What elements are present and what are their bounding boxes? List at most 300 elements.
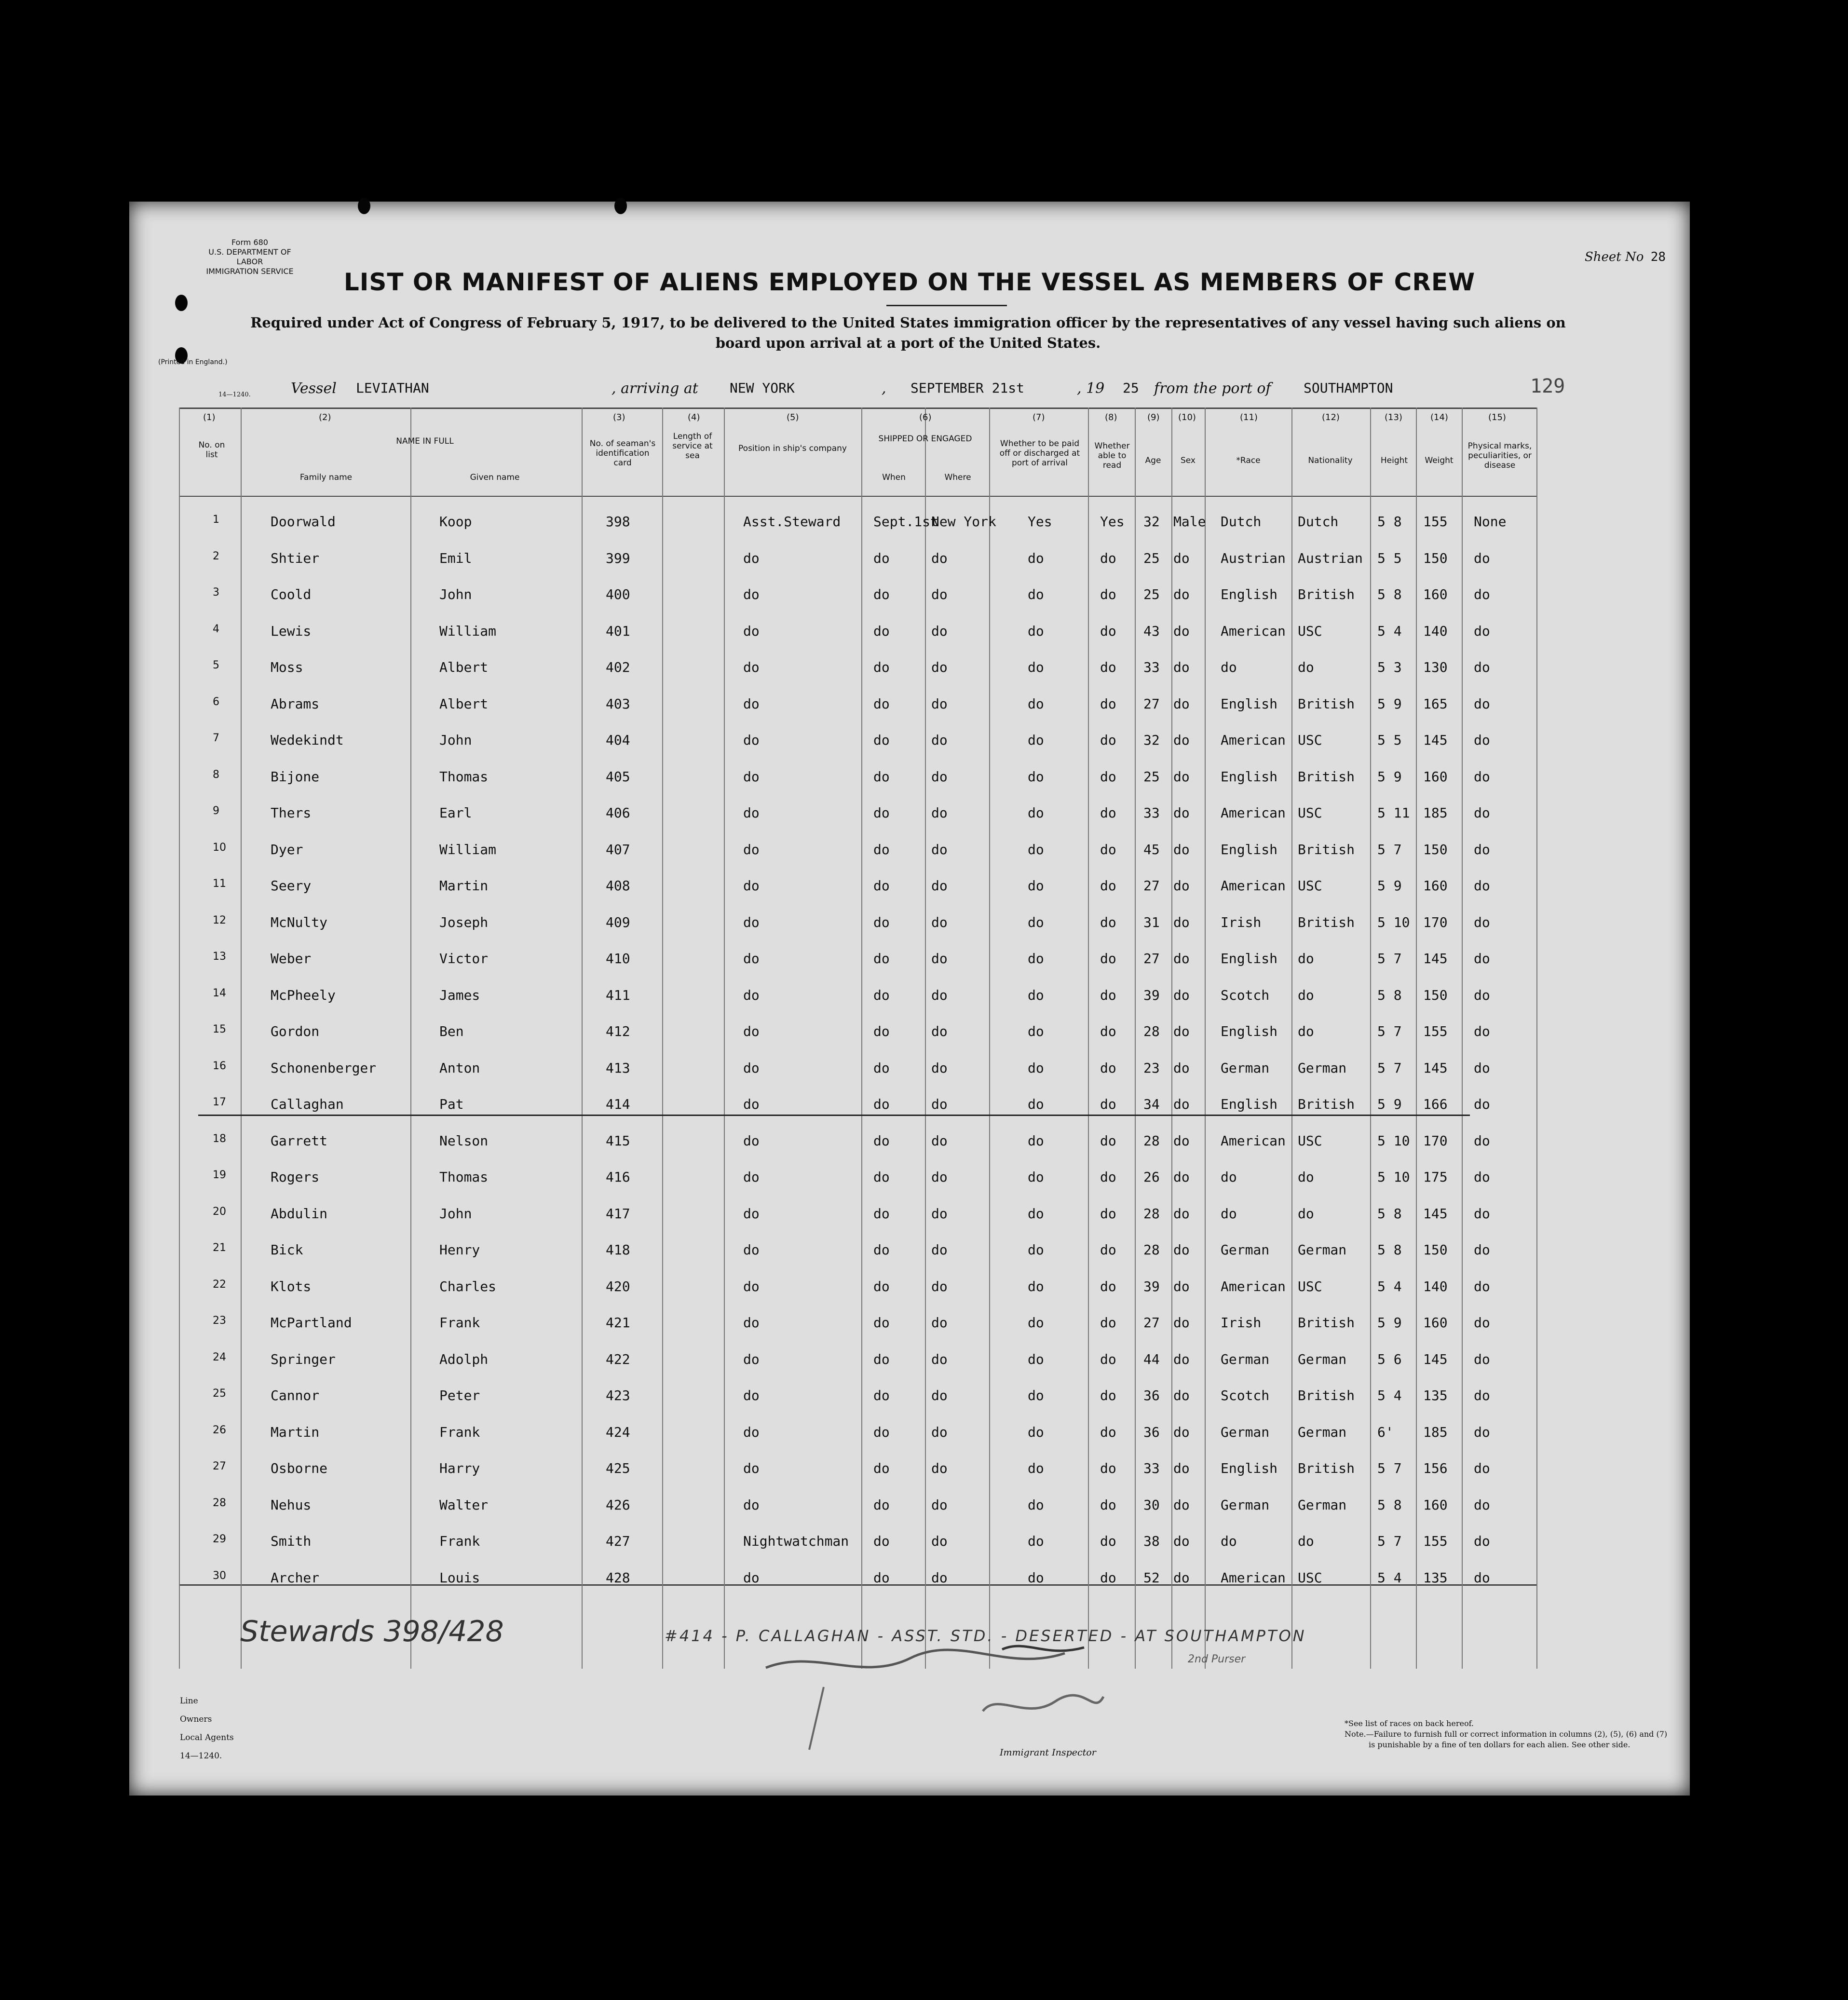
cell-age: 25 xyxy=(1143,768,1160,785)
cell-nat: USC xyxy=(1298,1569,1322,1586)
cell-nat: German xyxy=(1298,1351,1347,1367)
cell-pos: do xyxy=(743,1315,760,1331)
column-number: (9) xyxy=(1147,412,1160,422)
cell-where: do xyxy=(931,1278,948,1294)
cell-height: 5 8 xyxy=(1377,1205,1402,1222)
cell-when: do xyxy=(873,1242,890,1258)
cell-card: 408 xyxy=(606,878,630,894)
cell-card: 428 xyxy=(606,1569,630,1586)
cell-age: 45 xyxy=(1143,841,1160,857)
cell-given: William xyxy=(439,841,497,857)
table-row xyxy=(179,978,1537,1015)
cell-family: Klots xyxy=(271,1278,312,1294)
table-row xyxy=(179,686,1537,724)
cell-age: 23 xyxy=(1143,1060,1160,1076)
cell-family: Wedekindt xyxy=(271,732,344,748)
cell-sex: do xyxy=(1173,805,1190,821)
cell-read: do xyxy=(1100,987,1116,1003)
cell-nat: British xyxy=(1298,1315,1355,1331)
cell-height: 5 5 xyxy=(1377,550,1402,566)
cell-paid: do xyxy=(1028,623,1044,639)
cell-where: do xyxy=(931,768,948,785)
cell-card: 421 xyxy=(606,1315,630,1331)
cell-race: German xyxy=(1221,1424,1270,1440)
cell-where: do xyxy=(931,1497,948,1513)
cell-pos: do xyxy=(743,878,760,894)
cell-given: John xyxy=(439,1205,472,1222)
cell-marks: do xyxy=(1474,1132,1490,1149)
cell-when: do xyxy=(873,951,890,966)
cell-no: 23 xyxy=(213,1315,226,1327)
cell-when: do xyxy=(873,659,890,675)
cell-nat: Austrian xyxy=(1298,550,1363,566)
requirement-text: Required under Act of Congress of February 5, 1917, to be delivered to the United States immigration officer by the representatives of any vessel having such aliens on board upon arrival at a port of the United States. xyxy=(250,314,1566,351)
cell-weight: 150 xyxy=(1423,550,1448,566)
cell-weight: 140 xyxy=(1423,1278,1448,1294)
cell-race: do xyxy=(1221,1533,1237,1549)
cell-when: do xyxy=(873,768,890,785)
cell-card: 405 xyxy=(606,768,630,785)
table-row xyxy=(179,1451,1537,1488)
punch-hole xyxy=(614,198,627,214)
cell-marks: do xyxy=(1474,659,1490,675)
cell-pos: do xyxy=(743,987,760,1003)
cell-paid: do xyxy=(1028,1205,1044,1222)
cell-card: 423 xyxy=(606,1388,630,1403)
cell-race: American xyxy=(1221,623,1286,639)
cell-sex: Male xyxy=(1173,514,1206,530)
cell-sex: do xyxy=(1173,659,1190,675)
table-row xyxy=(179,1196,1537,1234)
cell-race: English xyxy=(1221,841,1278,857)
cell-read: do xyxy=(1100,586,1116,602)
cell-given: Albert xyxy=(439,695,489,712)
cell-nat: British xyxy=(1298,695,1355,712)
cell-weight: 135 xyxy=(1423,1569,1448,1586)
cell-given: John xyxy=(439,732,472,748)
cell-where: do xyxy=(931,1351,948,1367)
cell-family: Weber xyxy=(271,951,312,966)
cell-paid: do xyxy=(1028,951,1044,966)
cell-weight: 165 xyxy=(1423,695,1448,712)
cell-where: do xyxy=(931,1569,948,1586)
cell-race: English xyxy=(1221,586,1278,602)
cell-when: do xyxy=(873,586,890,602)
cell-paid: do xyxy=(1028,1533,1044,1549)
cell-where: do xyxy=(931,1205,948,1222)
cell-family: Schonenberger xyxy=(271,1060,377,1076)
cell-sex: do xyxy=(1173,1242,1190,1258)
footer-note-3: is punishable by a fine of ten dollars for each alien. See other side. xyxy=(1369,1740,1631,1749)
table-row xyxy=(179,868,1537,906)
cell-weight: 160 xyxy=(1423,586,1448,602)
footer-note-2: Note.—Failure to furnish full or correct information in columns (2), (5), (6) and (7) xyxy=(1345,1729,1668,1739)
cell-when: do xyxy=(873,987,890,1003)
cell-height: 5 9 xyxy=(1377,695,1402,712)
cell-nat: USC xyxy=(1298,805,1322,821)
column-number: (8) xyxy=(1105,412,1117,422)
cell-read: do xyxy=(1100,550,1116,566)
cell-height: 5 9 xyxy=(1377,1096,1402,1112)
column-number: (2) xyxy=(319,412,331,422)
cell-no: 4 xyxy=(213,623,219,635)
cell-marks: do xyxy=(1474,550,1490,566)
cell-no: 30 xyxy=(213,1569,226,1582)
cell-pos: Nightwatchman xyxy=(743,1533,849,1549)
purser-annotation: 2nd Purser xyxy=(1188,1653,1246,1665)
cell-age: 44 xyxy=(1143,1351,1160,1367)
cell-age: 43 xyxy=(1143,623,1160,639)
cell-when: do xyxy=(873,805,890,821)
cell-marks: do xyxy=(1474,1388,1490,1403)
title-divider xyxy=(886,305,1007,306)
table-row xyxy=(179,832,1537,870)
cell-nat: do xyxy=(1298,659,1314,675)
cell-paid: do xyxy=(1028,841,1044,857)
cell-weight: 130 xyxy=(1423,659,1448,675)
header-marks: Physical marks, peculiarities, or disease xyxy=(1468,441,1532,470)
cell-race: do xyxy=(1221,1205,1237,1222)
cell-when: do xyxy=(873,878,890,894)
cell-where: do xyxy=(931,1533,948,1549)
cell-race: English xyxy=(1221,1460,1278,1476)
column-number: (10) xyxy=(1178,412,1196,422)
cell-nat: British xyxy=(1298,586,1355,602)
cell-given: Frank xyxy=(439,1533,480,1549)
cell-race: English xyxy=(1221,695,1278,712)
column-number: (12) xyxy=(1322,412,1340,422)
department: U.S. DEPARTMENT OF LABOR xyxy=(208,247,291,266)
cell-height: 5 4 xyxy=(1377,1569,1402,1586)
sheet-number xyxy=(1585,250,1666,264)
cell-pos: do xyxy=(743,623,760,639)
column-number: (1) xyxy=(203,412,216,422)
table-row xyxy=(179,1342,1537,1379)
cell-card: 411 xyxy=(606,987,630,1003)
cell-height: 5 5 xyxy=(1377,732,1402,748)
cell-weight: 156 xyxy=(1423,1460,1448,1476)
table-row xyxy=(179,759,1537,797)
cell-age: 33 xyxy=(1143,805,1160,821)
cell-age: 30 xyxy=(1143,1497,1160,1513)
cell-nat: do xyxy=(1298,951,1314,966)
cell-race: American xyxy=(1221,1132,1286,1149)
cell-given: Earl xyxy=(439,805,472,821)
cell-age: 32 xyxy=(1143,514,1160,530)
cell-height: 5 8 xyxy=(1377,987,1402,1003)
departure-port: SOUTHAMPTON xyxy=(1304,380,1393,396)
cell-weight: 170 xyxy=(1423,914,1448,930)
cell-card: 422 xyxy=(606,1351,630,1367)
cell-card: 398 xyxy=(606,514,630,530)
cell-card: 409 xyxy=(606,914,630,930)
cell-paid: do xyxy=(1028,914,1044,930)
cell-when: do xyxy=(873,1132,890,1149)
cell-when: do xyxy=(873,1569,890,1586)
cell-family: Smith xyxy=(271,1533,312,1549)
footer-note xyxy=(1345,1718,1667,1750)
cell-nat: do xyxy=(1298,987,1314,1003)
cell-height: 5 9 xyxy=(1377,1315,1402,1331)
cell-nat: German xyxy=(1298,1242,1347,1258)
cell-read: do xyxy=(1100,1132,1116,1149)
vessel-name: LEVIATHAN xyxy=(356,380,429,396)
cell-race: American xyxy=(1221,805,1286,821)
cell-weight: 175 xyxy=(1423,1169,1448,1185)
cell-paid: do xyxy=(1028,1278,1044,1294)
cell-race: Austrian xyxy=(1221,550,1286,566)
cell-weight: 155 xyxy=(1423,514,1448,530)
cell-race: American xyxy=(1221,732,1286,748)
cell-given: Louis xyxy=(439,1569,480,1586)
cell-no: 8 xyxy=(213,768,219,781)
cell-read: do xyxy=(1100,1060,1116,1076)
cell-family: Springer xyxy=(271,1351,336,1367)
cell-sex: do xyxy=(1173,1424,1190,1440)
cell-where: do xyxy=(931,1424,948,1440)
cell-marks: do xyxy=(1474,1205,1490,1222)
cell-read: do xyxy=(1100,1242,1116,1258)
cell-read: do xyxy=(1100,951,1116,966)
table-row xyxy=(179,1487,1537,1525)
cell-card: 418 xyxy=(606,1242,630,1258)
cell-no: 28 xyxy=(213,1497,226,1509)
cell-read: do xyxy=(1100,1497,1116,1513)
cell-height: 5 4 xyxy=(1377,1278,1402,1294)
cell-pos: do xyxy=(743,1460,760,1476)
cell-when: do xyxy=(873,1424,890,1440)
cell-paid: do xyxy=(1028,1424,1044,1440)
cell-no: 13 xyxy=(213,951,226,963)
cell-given: Nelson xyxy=(439,1132,489,1149)
cell-height: 5 3 xyxy=(1377,659,1402,675)
cell-sex: do xyxy=(1173,550,1190,566)
cell-family: Bijone xyxy=(271,768,320,785)
cell-height: 5 11 xyxy=(1377,805,1410,821)
cell-marks: do xyxy=(1474,586,1490,602)
cell-no: 22 xyxy=(213,1278,226,1291)
cell-family: Callaghan xyxy=(271,1096,344,1112)
cell-where: do xyxy=(931,623,948,639)
cell-read: do xyxy=(1100,878,1116,894)
cell-card: 425 xyxy=(606,1460,630,1476)
cell-given: Koop xyxy=(439,514,472,530)
cell-read: Yes xyxy=(1100,514,1125,530)
cell-height: 5 7 xyxy=(1377,1023,1402,1039)
cell-marks: do xyxy=(1474,623,1490,639)
cell-paid: do xyxy=(1028,768,1044,785)
strike-through-line xyxy=(198,1115,1470,1116)
cell-height: 5 7 xyxy=(1377,1060,1402,1076)
cell-nat: do xyxy=(1298,1169,1314,1185)
table-row xyxy=(179,1560,1537,1598)
cell-family: Dyer xyxy=(271,841,303,857)
cell-family: Bick xyxy=(271,1242,303,1258)
cell-race: Irish xyxy=(1221,1315,1262,1331)
punch-hole xyxy=(358,198,370,214)
cell-nat: USC xyxy=(1298,878,1322,894)
cell-card: 426 xyxy=(606,1497,630,1513)
cell-pos: do xyxy=(743,1132,760,1149)
cell-given: John xyxy=(439,586,472,602)
cell-sex: do xyxy=(1173,1533,1190,1549)
header-id-card: No. of seaman's identification card xyxy=(589,439,656,468)
handwritten-signatures xyxy=(756,1639,1287,1764)
cell-read: do xyxy=(1100,768,1116,785)
cell-given: Walter xyxy=(439,1497,489,1513)
header-shipped: SHIPPED OR ENGAGED xyxy=(878,434,972,444)
cell-where: New York xyxy=(931,514,996,530)
cell-given: Martin xyxy=(439,878,489,894)
cell-paid: do xyxy=(1028,1242,1044,1258)
cell-pos: do xyxy=(743,1096,760,1112)
cell-card: 404 xyxy=(606,732,630,748)
cell-nat: do xyxy=(1298,1023,1314,1039)
deserted-annotation: #414 - P. CALLAGHAN - ASST. STD. - DESERTED - AT SOUTHAMPTON xyxy=(665,1627,1306,1645)
cell-paid: do xyxy=(1028,659,1044,675)
cell-where: do xyxy=(931,878,948,894)
cell-marks: do xyxy=(1474,841,1490,857)
cell-weight: 160 xyxy=(1423,1497,1448,1513)
cell-no: 7 xyxy=(213,732,219,744)
cell-age: 34 xyxy=(1143,1096,1160,1112)
cell-where: do xyxy=(931,1023,948,1039)
cell-nat: British xyxy=(1298,1460,1355,1476)
cell-race: American xyxy=(1221,1569,1286,1586)
cell-no: 21 xyxy=(213,1242,226,1254)
cell-paid: do xyxy=(1028,732,1044,748)
cell-no: 16 xyxy=(213,1060,226,1072)
cell-no: 5 xyxy=(213,659,219,671)
sheet-value: 28 xyxy=(1650,250,1666,264)
cell-no: 18 xyxy=(213,1132,226,1145)
cell-marks: do xyxy=(1474,1315,1490,1331)
table-row xyxy=(179,795,1537,833)
cell-weight: 155 xyxy=(1423,1533,1448,1549)
cell-read: do xyxy=(1100,805,1116,821)
table-row xyxy=(179,504,1537,542)
cell-sex: do xyxy=(1173,1388,1190,1403)
cell-where: do xyxy=(931,1315,948,1331)
cell-pos: Asst.Steward xyxy=(743,514,841,530)
cell-weight: 145 xyxy=(1423,732,1448,748)
cell-card: 407 xyxy=(606,841,630,857)
cell-when: do xyxy=(873,1169,890,1185)
cell-nat: British xyxy=(1298,841,1355,857)
cell-paid: do xyxy=(1028,695,1044,712)
cell-sex: do xyxy=(1173,1169,1190,1185)
cell-sex: do xyxy=(1173,987,1190,1003)
cell-card: 413 xyxy=(606,1060,630,1076)
cell-marks: do xyxy=(1474,1569,1490,1586)
footer-note-1: *See list of races on back hereof. xyxy=(1345,1719,1474,1728)
cell-when: do xyxy=(873,1205,890,1222)
cell-age: 27 xyxy=(1143,695,1160,712)
header-sex: Sex xyxy=(1180,456,1196,465)
cell-read: do xyxy=(1100,1351,1116,1367)
cell-pos: do xyxy=(743,659,760,675)
cell-no: 1 xyxy=(213,514,219,526)
cell-family: Abdulin xyxy=(271,1205,328,1222)
cell-sex: do xyxy=(1173,1569,1190,1586)
cell-when: do xyxy=(873,914,890,930)
cell-read: do xyxy=(1100,695,1116,712)
cell-given: Victor xyxy=(439,951,489,966)
cell-paid: do xyxy=(1028,1023,1044,1039)
cell-family: Cannor xyxy=(271,1388,320,1403)
cell-sex: do xyxy=(1173,1096,1190,1112)
cell-weight: 185 xyxy=(1423,805,1448,821)
cell-no: 25 xyxy=(213,1388,226,1400)
column-number: (6) xyxy=(919,412,932,422)
cell-where: do xyxy=(931,1132,948,1149)
cell-where: do xyxy=(931,1242,948,1258)
cell-pos: do xyxy=(743,914,760,930)
cell-marks: do xyxy=(1474,768,1490,785)
cell-height: 5 10 xyxy=(1377,914,1410,930)
cell-card: 427 xyxy=(606,1533,630,1549)
cell-paid: do xyxy=(1028,987,1044,1003)
cell-age: 26 xyxy=(1143,1169,1160,1185)
cell-race: Scotch xyxy=(1221,1388,1270,1403)
cell-pos: do xyxy=(743,1424,760,1440)
from-label: from the port of xyxy=(1154,380,1271,397)
cell-when: do xyxy=(873,1497,890,1513)
cell-when: do xyxy=(873,1351,890,1367)
cell-nat: USC xyxy=(1298,623,1322,639)
footer-agents: Local Agents xyxy=(180,1733,234,1742)
cell-paid: do xyxy=(1028,1060,1044,1076)
table-row xyxy=(179,1087,1537,1124)
cell-family: Shtier xyxy=(271,550,320,566)
header-paid-off: Whether to be paid off or discharged at port of arrival xyxy=(999,439,1080,468)
cell-given: Charles xyxy=(439,1278,497,1294)
cell-marks: do xyxy=(1474,1351,1490,1367)
cell-nat: British xyxy=(1298,1388,1355,1403)
cell-height: 6' xyxy=(1377,1424,1394,1440)
cell-read: do xyxy=(1100,659,1116,675)
cell-nat: British xyxy=(1298,768,1355,785)
cell-when: do xyxy=(873,1388,890,1403)
table-row xyxy=(179,1159,1537,1197)
cell-given: Frank xyxy=(439,1424,480,1440)
cell-race: German xyxy=(1221,1497,1270,1513)
cell-race: do xyxy=(1221,1169,1237,1185)
cell-where: do xyxy=(931,841,948,857)
cell-height: 5 7 xyxy=(1377,841,1402,857)
cell-read: do xyxy=(1100,1569,1116,1586)
cell-read: do xyxy=(1100,1315,1116,1331)
cell-weight: 135 xyxy=(1423,1388,1448,1403)
cell-age: 25 xyxy=(1143,550,1160,566)
cell-height: 5 8 xyxy=(1377,1242,1402,1258)
cell-sex: do xyxy=(1173,1460,1190,1476)
cell-where: do xyxy=(931,550,948,566)
cell-paid: do xyxy=(1028,1388,1044,1403)
cell-given: Anton xyxy=(439,1060,480,1076)
cell-weight: 160 xyxy=(1423,878,1448,894)
cell-family: Abrams xyxy=(271,695,320,712)
cell-no: 29 xyxy=(213,1533,226,1545)
print-code: 14—1240. xyxy=(218,391,251,398)
column-number: (11) xyxy=(1240,412,1258,422)
table-row xyxy=(179,1378,1537,1415)
cell-age: 28 xyxy=(1143,1205,1160,1222)
cell-when: do xyxy=(873,841,890,857)
cell-pos: do xyxy=(743,1205,760,1222)
cell-pos: do xyxy=(743,1497,760,1513)
cell-paid: do xyxy=(1028,1497,1044,1513)
